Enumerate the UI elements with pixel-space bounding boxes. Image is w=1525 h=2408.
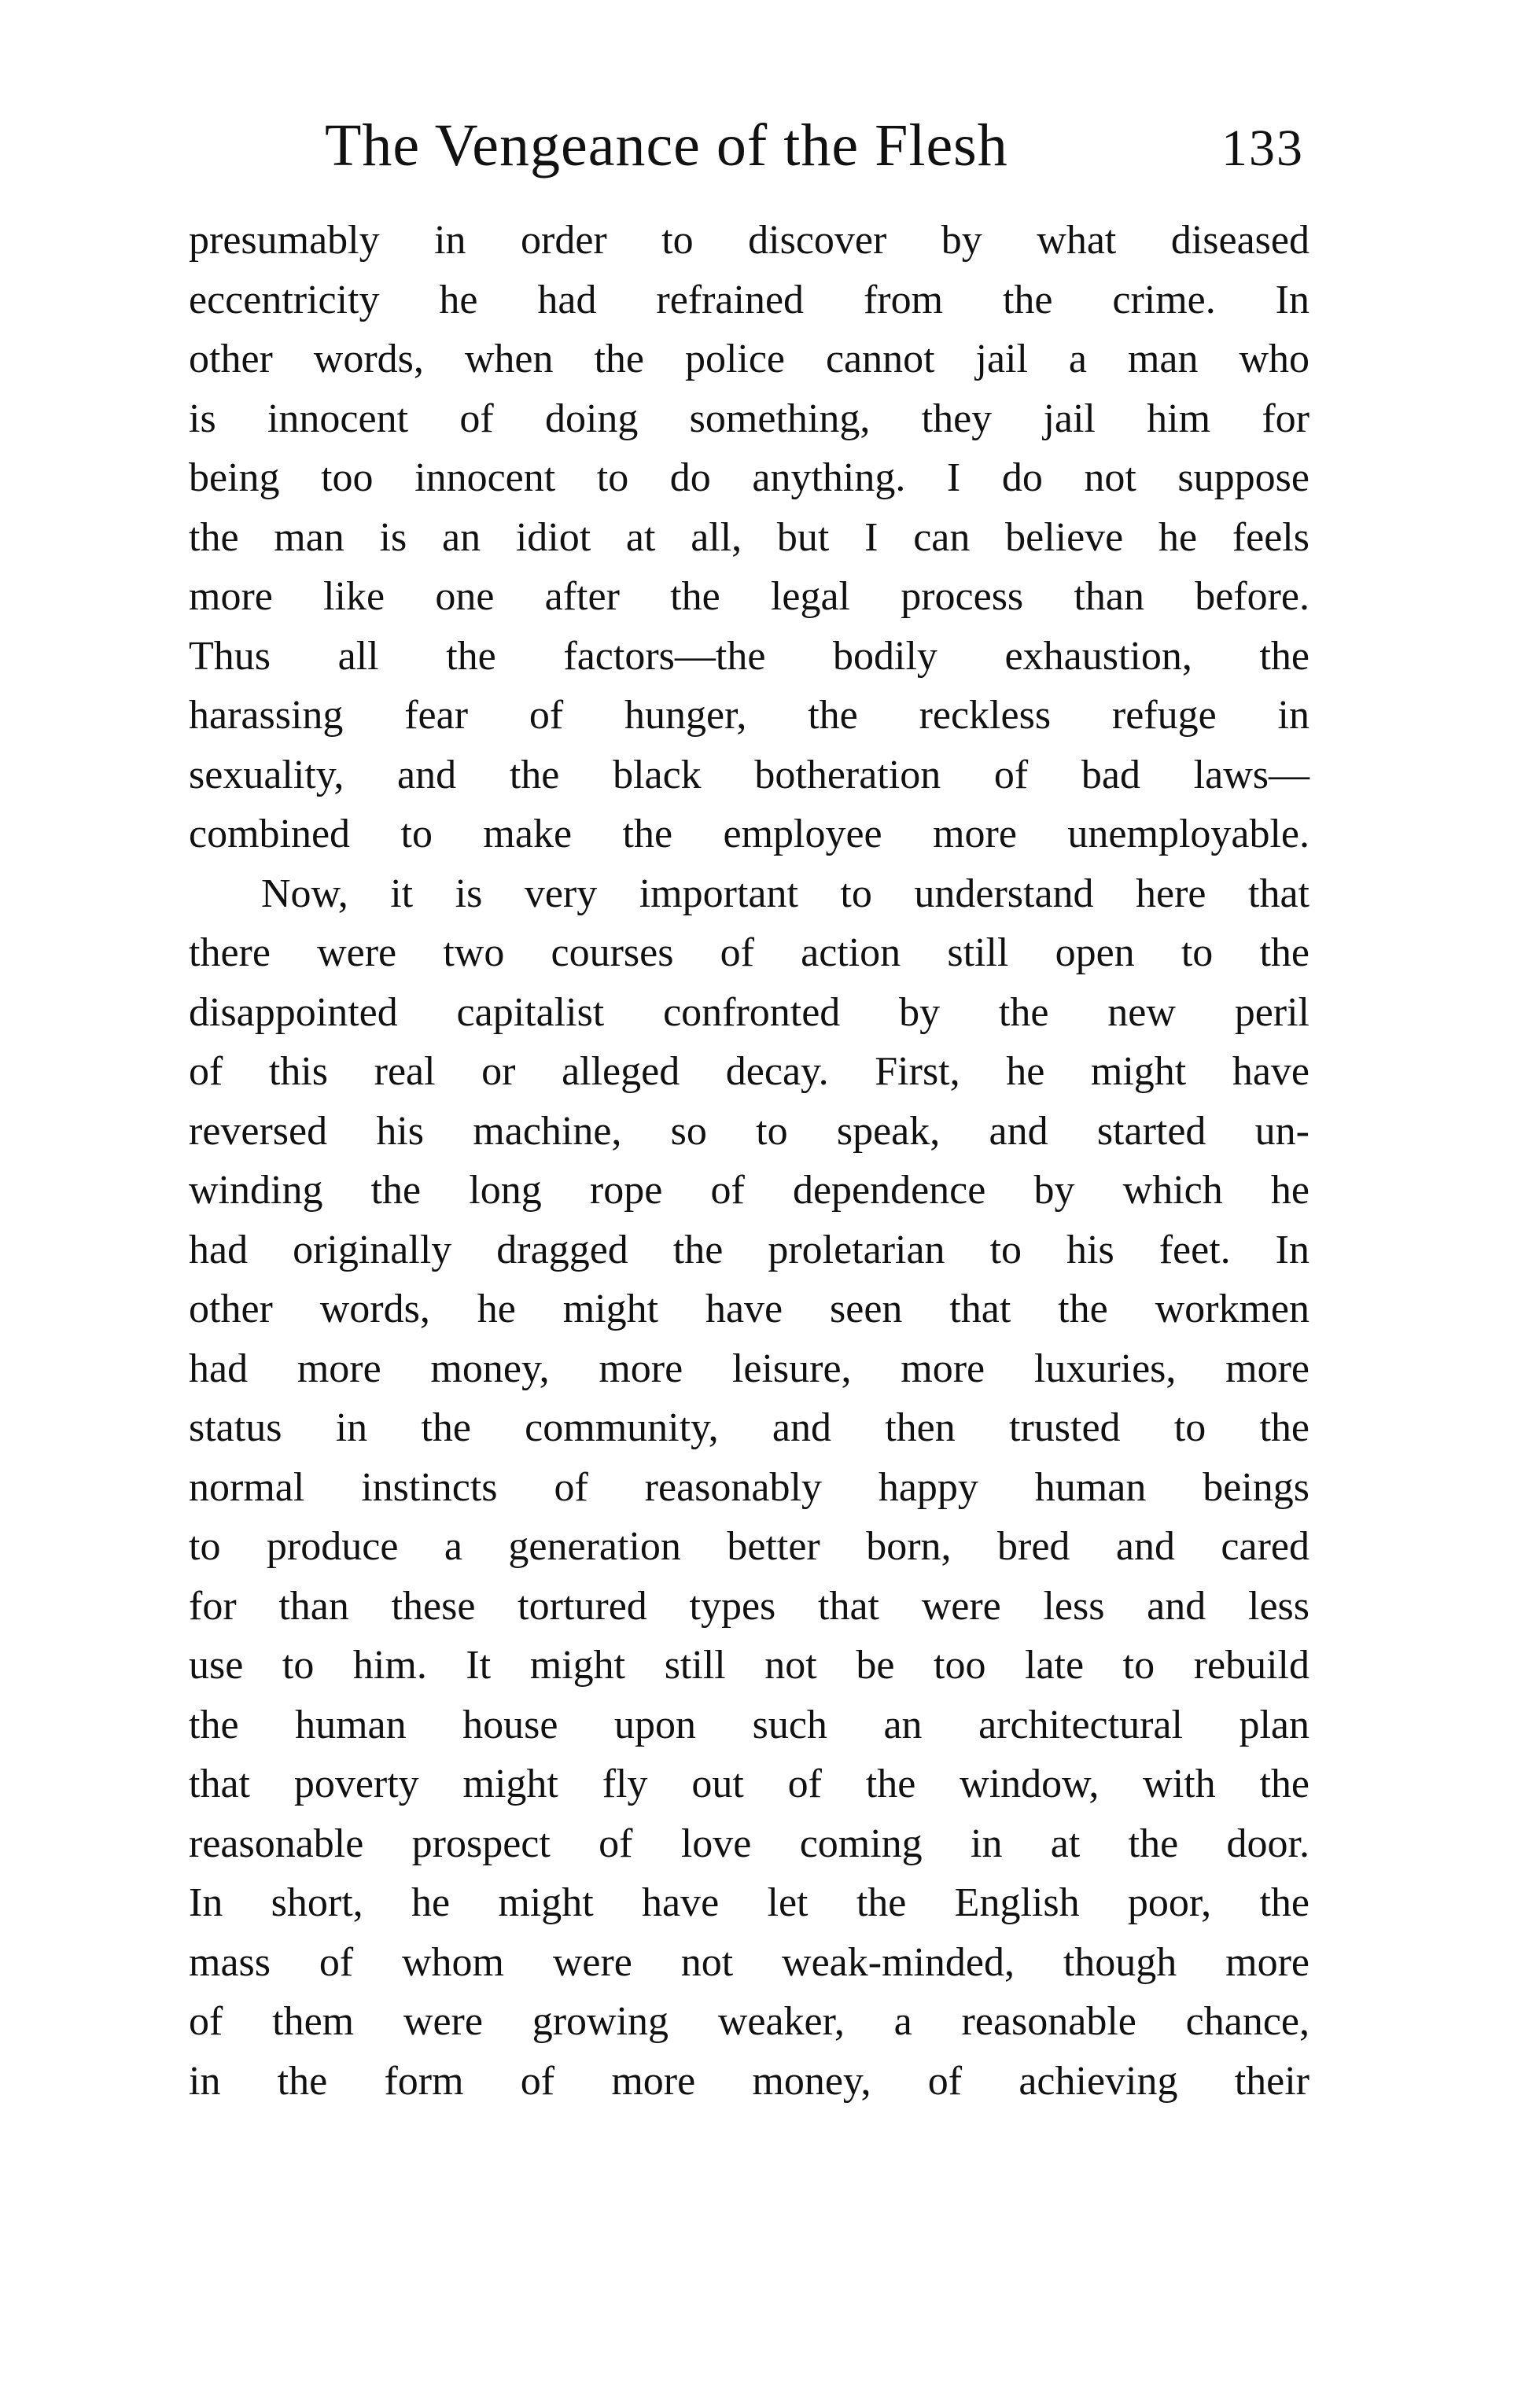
- text-line: Thus all the factors—the bodily exhaustion, the: [189, 633, 1310, 679]
- text-line: for than these tortured types that were less and less: [189, 1583, 1310, 1629]
- text-line: normal instincts of reasonably happy human beings: [189, 1464, 1310, 1510]
- text-line: harassing fear of hunger, the reckless refuge in: [189, 693, 1310, 738]
- text-line: use to him. It might still not be too late to rebuild: [189, 1643, 1310, 1688]
- text-line: status in the community, and then trusted to the: [189, 1405, 1310, 1450]
- text-line: mass of whom were not weak-minded, though more: [189, 1939, 1310, 1985]
- text-line: other words, he might have seen that the workmen: [189, 1287, 1310, 1331]
- text-line: combined to make the employee more unemployable.: [189, 812, 1310, 856]
- text-line: the man is an idiot at all, but I can believe he feels: [189, 514, 1310, 560]
- text-line: reversed his machine, so to speak, and started un-: [189, 1108, 1310, 1154]
- text-line: had more money, more leisure, more luxuries, more: [189, 1346, 1310, 1391]
- text-line: being too innocent to do anything. I do not suppose: [189, 455, 1310, 500]
- text-line: to produce a generation better born, bred and cared: [189, 1524, 1310, 1569]
- text-line: presumably in order to discover by what diseased: [189, 218, 1310, 263]
- text-line: reasonable prospect of love coming in at the door.: [189, 1821, 1310, 1866]
- text-line: of this real or alleged decay. First, he might have: [189, 1049, 1310, 1094]
- text-line: winding the long rope of dependence by which he: [189, 1168, 1310, 1213]
- text-line: more like one after the legal process than before.: [189, 574, 1310, 619]
- running-title: The Vengeance of the Flesh: [325, 112, 1008, 179]
- text-line: that poverty might fly out of the window, with the: [189, 1762, 1310, 1806]
- text-line: the human house upon such an architectural plan: [189, 1702, 1310, 1747]
- page-number: 133: [1221, 120, 1304, 177]
- body-text: [189, 211, 1310, 2111]
- text-line: other words, when the police cannot jail a man who: [189, 337, 1310, 381]
- text-line: Now, it is very important to understand here that: [261, 871, 1310, 916]
- text-line: disappointed capitalist confronted by the new peril: [189, 989, 1310, 1035]
- text-line: of them were growing weaker, a reasonable chance,: [189, 1999, 1310, 2044]
- text-line: eccentricity he had refrained from the crime. In: [189, 277, 1310, 322]
- text-line: had originally dragged the proletarian to his feet. In: [189, 1227, 1310, 1272]
- text-line: sexuality, and the black botheration of bad laws—: [189, 752, 1310, 797]
- text-line: is innocent of doing something, they jail him for: [189, 396, 1310, 441]
- text-line: In short, he might have let the English poor, the: [189, 1880, 1310, 1925]
- running-header: [325, 110, 1304, 181]
- text-line: there were two courses of action still open to the: [189, 930, 1310, 975]
- text-line: in the form of more money, of achieving their: [189, 2058, 1310, 2104]
